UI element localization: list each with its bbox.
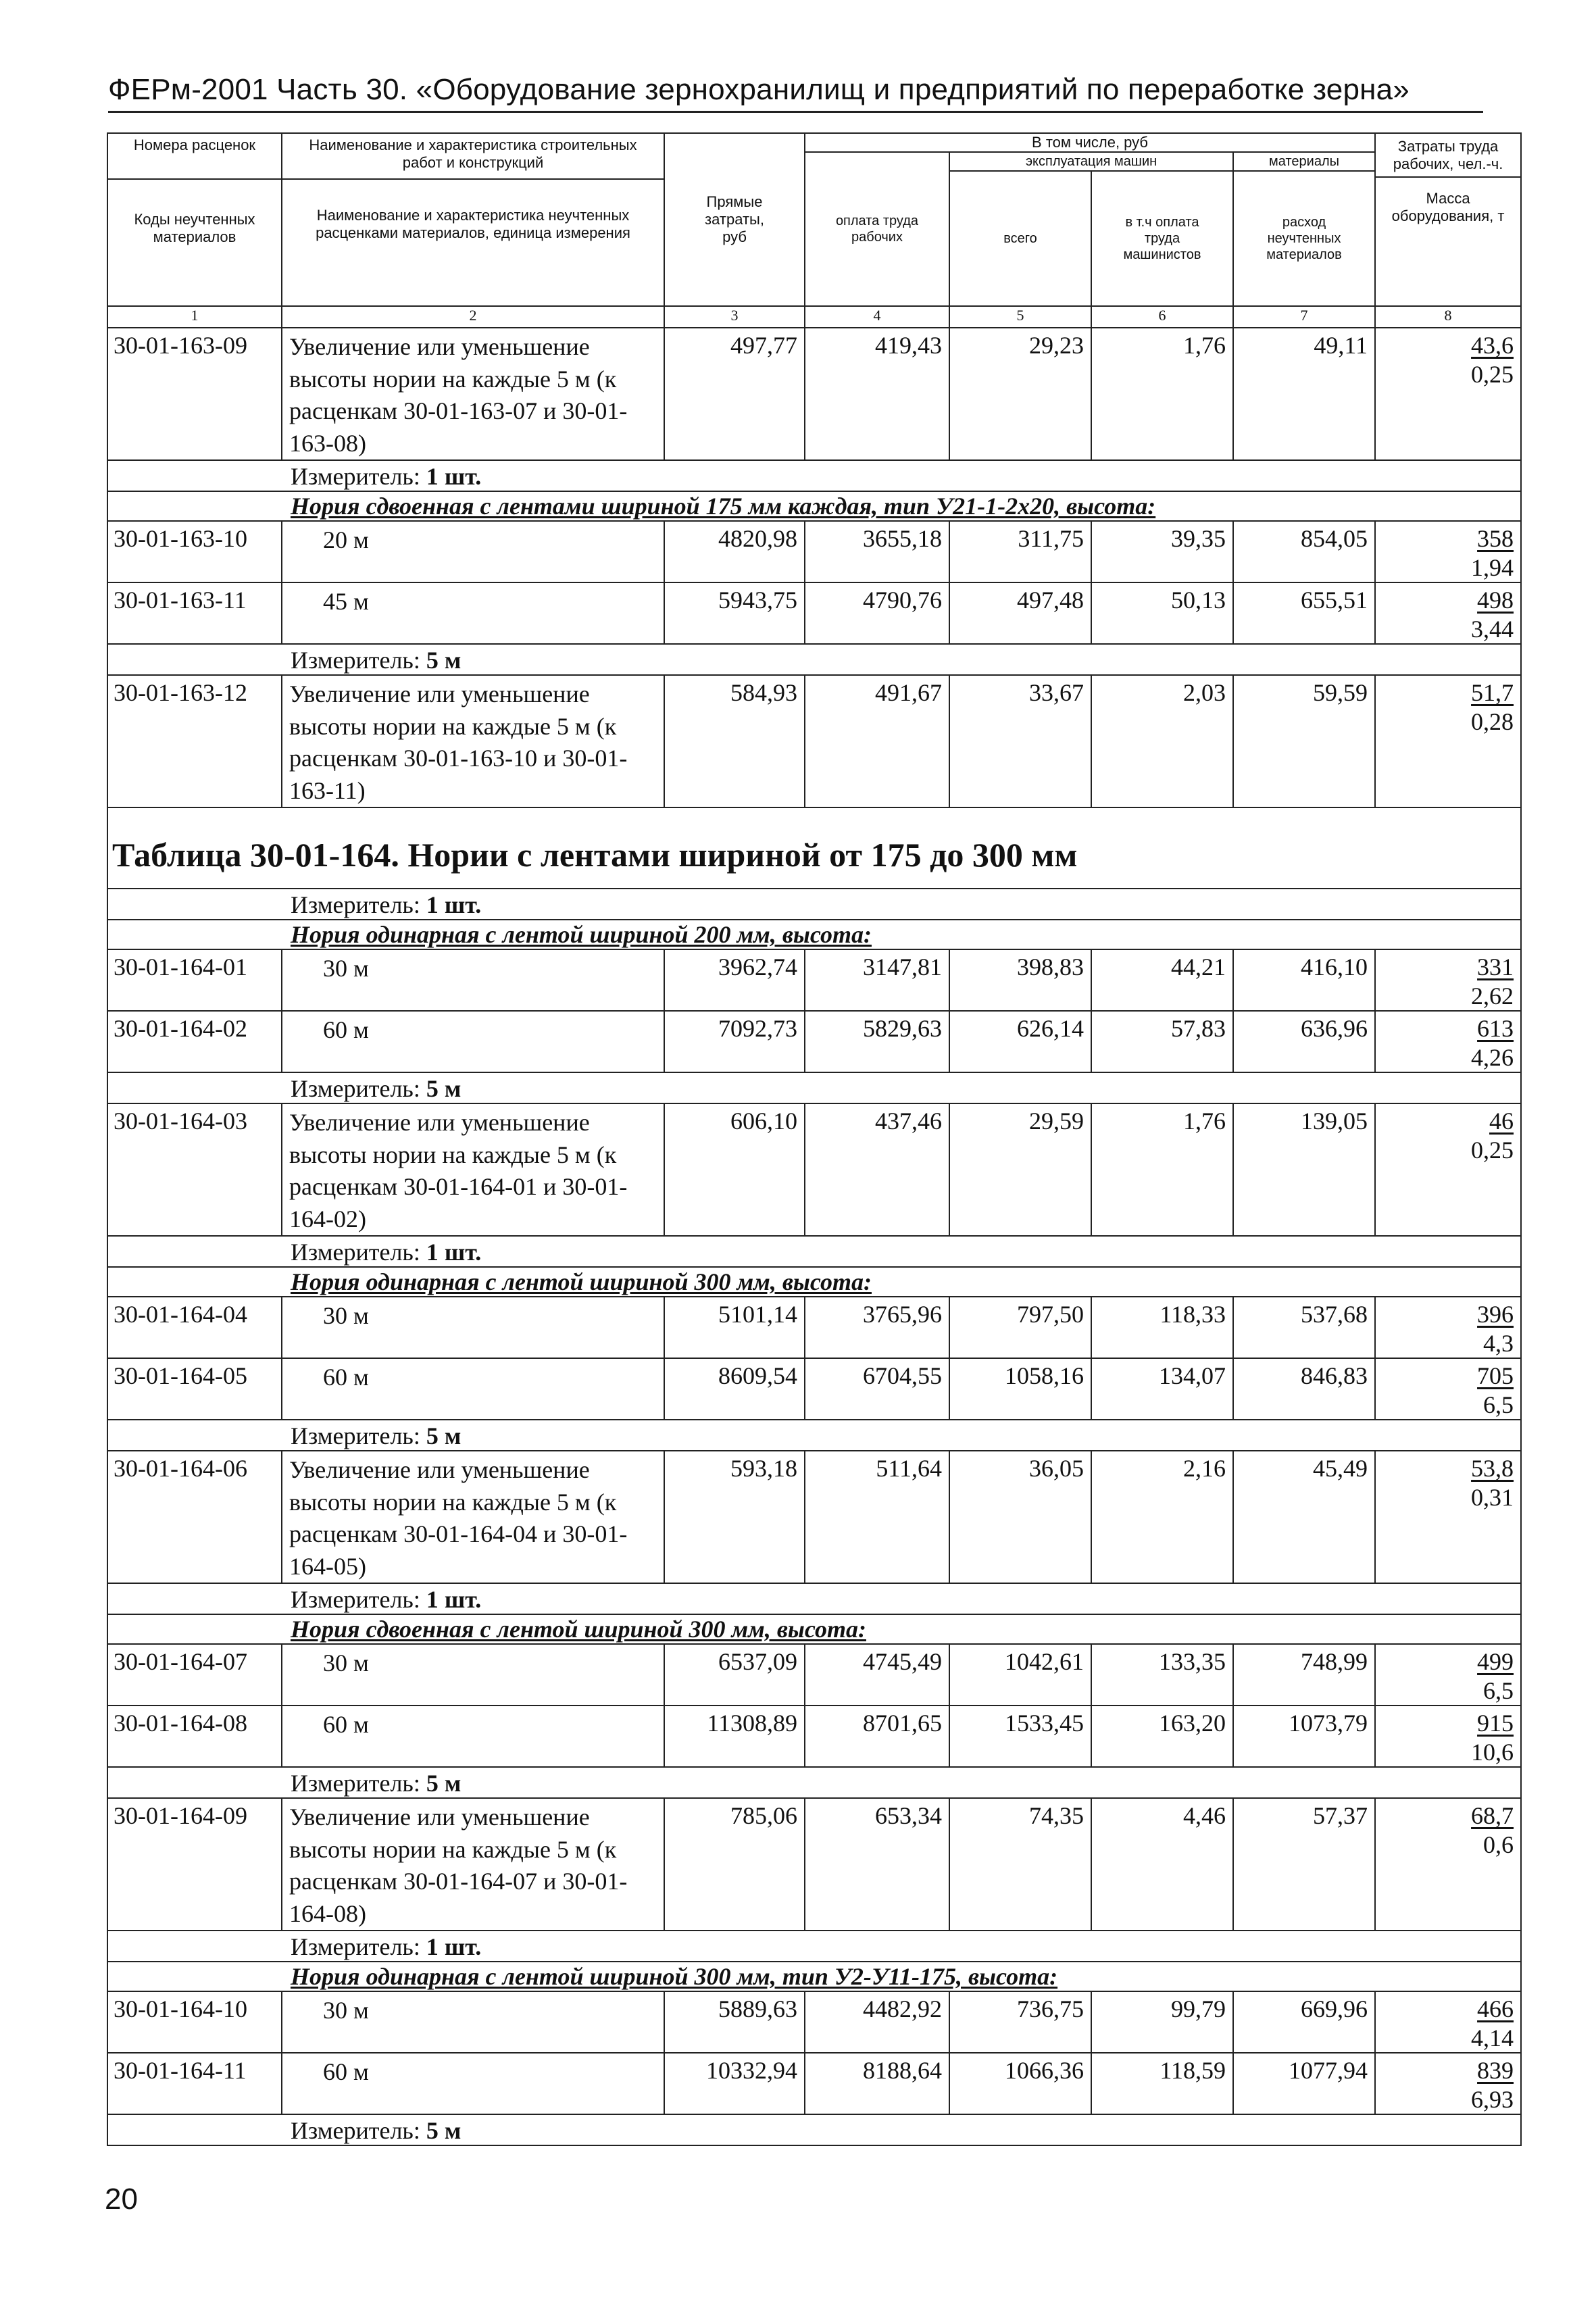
machine-labor-pay: 118,33 xyxy=(1091,1297,1233,1358)
col8-header-top: Затраты труда рабочих, чел.-ч. xyxy=(1376,134,1520,178)
group-row xyxy=(107,1614,1521,1644)
rate-code: 30-01-164-10 xyxy=(107,1991,282,2053)
labor-mass xyxy=(1375,1798,1521,1931)
labor-value: 466 xyxy=(1477,1995,1514,2023)
rate-code: 30-01-164-06 xyxy=(107,1451,282,1583)
rate-name: Увеличение или уменьшение высоты нории на каждые 5 м (к расценкам 30-01-164-07 и 30-01-164-08) xyxy=(282,1798,664,1931)
table-row xyxy=(107,1644,1521,1706)
labor-pay: 4745,49 xyxy=(805,1644,949,1706)
machines-header: эксплуатация машин xyxy=(949,152,1233,171)
page-number: 20 xyxy=(105,2183,138,2216)
table-row xyxy=(107,1451,1521,1583)
group-row xyxy=(107,920,1521,949)
direct-cost: 785,06 xyxy=(664,1798,805,1931)
direct-cost: 606,10 xyxy=(664,1103,805,1236)
table-row xyxy=(107,2053,1521,2114)
labor-pay: 437,46 xyxy=(805,1103,949,1236)
group-heading: Нория одинарная с лентой шириной 300 мм, высота: xyxy=(291,1268,872,1296)
machine-labor-pay: 118,59 xyxy=(1091,2053,1233,2114)
mass-value: 3,44 xyxy=(1471,615,1514,643)
col-num-3: 3 xyxy=(664,306,805,328)
materials-cost: 1073,79 xyxy=(1233,1706,1375,1767)
measure-row xyxy=(107,1931,1521,1962)
materials-cost: 846,83 xyxy=(1233,1358,1375,1420)
measure-row xyxy=(107,1583,1521,1614)
col-num-1: 1 xyxy=(107,306,282,328)
col2-header-top: Наименование и характеристика строительных работ и конструкций xyxy=(282,134,664,180)
direct-cost: 11308,89 xyxy=(664,1706,805,1767)
col-num-6: 6 xyxy=(1091,306,1233,328)
labor-value: 68,7 xyxy=(1471,1802,1514,1830)
table-row xyxy=(107,521,1521,582)
rate-code: 30-01-164-08 xyxy=(107,1706,282,1767)
group-heading: Нория сдвоенная с лентой шириной 300 мм, высота: xyxy=(291,1616,866,1643)
labor-value: 53,8 xyxy=(1471,1455,1514,1483)
labor-value: 915 xyxy=(1477,1710,1514,1737)
machine-total: 497,48 xyxy=(949,582,1091,644)
labor-pay: 8188,64 xyxy=(805,2053,949,2114)
direct-cost: 584,93 xyxy=(664,675,805,807)
rate-name: Увеличение или уменьшение высоты нории на каждые 5 м (к расценкам 30-01-164-01 и 30-01-164-02) xyxy=(282,1103,664,1236)
labor-pay: 8701,65 xyxy=(805,1706,949,1767)
direct-cost: 8609,54 xyxy=(664,1358,805,1420)
col1-header xyxy=(107,133,282,306)
col-num-2: 2 xyxy=(282,306,664,328)
group-heading: Нория одинарная с лентой шириной 300 мм, тип У2-У11-175, высота: xyxy=(291,1963,1058,1991)
measure-label: Измеритель: xyxy=(291,1770,420,1797)
machine-total: 33,67 xyxy=(949,675,1091,807)
rate-name: 45 м xyxy=(282,582,664,644)
rate-code: 30-01-164-02 xyxy=(107,1011,282,1072)
measure-value: 1 шт. xyxy=(426,1239,482,1266)
machine-total: 1066,36 xyxy=(949,2053,1091,2114)
measure-value: 5 м xyxy=(426,1422,462,1450)
labor-mass xyxy=(1375,1991,1521,2053)
incl-header: В том числе, руб xyxy=(805,133,1375,152)
mass-value: 0,28 xyxy=(1471,707,1514,735)
measure-row xyxy=(107,644,1521,675)
col1-header-bottom: Коды неучтенных материалов xyxy=(134,211,255,246)
rate-code: 30-01-163-10 xyxy=(107,521,282,582)
rate-name: 60 м xyxy=(282,2053,664,2114)
machine-labor-pay: 4,46 xyxy=(1091,1798,1233,1931)
measure-value: 5 м xyxy=(426,1075,462,1103)
table-row xyxy=(107,1991,1521,2053)
machine-total: 36,05 xyxy=(949,1451,1091,1583)
direct-cost: 6537,09 xyxy=(664,1644,805,1706)
table-row xyxy=(107,1706,1521,1767)
col4-header: оплата труда рабочих xyxy=(805,152,949,306)
labor-value: 331 xyxy=(1477,953,1514,981)
mass-value: 10,6 xyxy=(1471,1738,1514,1766)
measure-row xyxy=(107,1072,1521,1103)
group-row xyxy=(107,1267,1521,1297)
labor-value: 705 xyxy=(1477,1362,1514,1390)
direct-cost: 593,18 xyxy=(664,1451,805,1583)
measure-value: 1 шт. xyxy=(426,463,482,491)
machine-labor-pay: 99,79 xyxy=(1091,1991,1233,2053)
labor-mass xyxy=(1375,1358,1521,1420)
page-header: ФЕРм-2001 Часть 30. «Оборудование зернохранилищ и предприятий по переработке зерна» xyxy=(108,73,1410,106)
labor-pay: 3655,18 xyxy=(805,521,949,582)
materials-cost: 59,59 xyxy=(1233,675,1375,807)
mass-value: 6,93 xyxy=(1471,2085,1514,2113)
measure-label: Измеритель: xyxy=(291,1075,420,1103)
labor-value: 613 xyxy=(1477,1015,1514,1043)
materials-cost: 636,96 xyxy=(1233,1011,1375,1072)
table-row xyxy=(107,1358,1521,1420)
machine-labor-pay: 133,35 xyxy=(1091,1644,1233,1706)
direct-cost: 3962,74 xyxy=(664,949,805,1011)
materials-header: материалы xyxy=(1233,152,1375,171)
labor-mass xyxy=(1375,328,1521,460)
table-row xyxy=(107,675,1521,807)
materials-cost: 748,99 xyxy=(1233,1644,1375,1706)
machine-total: 29,23 xyxy=(949,328,1091,460)
rate-code: 30-01-163-12 xyxy=(107,675,282,807)
col-num-8: 8 xyxy=(1375,306,1521,328)
rate-name: 60 м xyxy=(282,1011,664,1072)
direct-cost: 5101,14 xyxy=(664,1297,805,1358)
machine-labor-pay: 39,35 xyxy=(1091,521,1233,582)
col3-header: Прямые затраты, руб xyxy=(664,133,805,306)
table-row xyxy=(107,328,1521,460)
direct-cost: 497,77 xyxy=(664,328,805,460)
rate-name: Увеличение или уменьшение высоты нории на каждые 5 м (к расценкам 30-01-163-10 и 30-01-163-11) xyxy=(282,675,664,807)
rate-code: 30-01-164-03 xyxy=(107,1103,282,1236)
section-title: Таблица 30-01-164. Нории с лентами шириной от 175 до 300 мм xyxy=(112,836,1078,874)
mass-value: 4,26 xyxy=(1471,1043,1514,1071)
rate-code: 30-01-163-09 xyxy=(107,328,282,460)
labor-value: 43,6 xyxy=(1471,332,1514,359)
measure-row xyxy=(107,460,1521,491)
machine-labor-pay: 134,07 xyxy=(1091,1358,1233,1420)
labor-pay: 511,64 xyxy=(805,1451,949,1583)
measure-label: Измеритель: xyxy=(291,891,420,919)
group-heading: Нория одинарная с лентой шириной 200 мм, высота: xyxy=(291,921,872,949)
machine-total: 797,50 xyxy=(949,1297,1091,1358)
rate-name: 60 м xyxy=(282,1706,664,1767)
machine-total: 29,59 xyxy=(949,1103,1091,1236)
measure-label: Измеритель: xyxy=(291,463,420,491)
labor-value: 498 xyxy=(1477,587,1514,614)
rate-name: 30 м xyxy=(282,1297,664,1358)
measure-label: Измеритель: xyxy=(291,1933,420,1961)
labor-pay: 3765,96 xyxy=(805,1297,949,1358)
col7-header: расход неучтенных материалов xyxy=(1233,171,1375,306)
col2-header-bottom: Наименование и характеристика неучтенных расценками материалов, единица измерения xyxy=(316,207,630,242)
machine-total: 1042,61 xyxy=(949,1644,1091,1706)
rate-name: 30 м xyxy=(282,1644,664,1706)
mass-value: 4,3 xyxy=(1483,1329,1514,1357)
materials-cost: 669,96 xyxy=(1233,1991,1375,2053)
measure-row xyxy=(107,1236,1521,1267)
measure-value: 1 шт. xyxy=(426,1933,482,1961)
rates-table xyxy=(107,132,1522,2146)
rate-code: 30-01-163-11 xyxy=(107,582,282,644)
machine-labor-pay: 50,13 xyxy=(1091,582,1233,644)
labor-pay: 419,43 xyxy=(805,328,949,460)
mass-value: 6,5 xyxy=(1483,1391,1514,1418)
rate-name: 60 м xyxy=(282,1358,664,1420)
table-row xyxy=(107,949,1521,1011)
table-row xyxy=(107,1297,1521,1358)
col8-header xyxy=(1375,133,1521,306)
mass-value: 0,31 xyxy=(1471,1483,1514,1511)
labor-mass xyxy=(1375,2053,1521,2114)
machine-labor-pay: 57,83 xyxy=(1091,1011,1233,1072)
rate-name: Увеличение или уменьшение высоты нории на каждые 5 м (к расценкам 30-01-164-04 и 30-01-164-05) xyxy=(282,1451,664,1583)
labor-value: 46 xyxy=(1489,1107,1514,1135)
labor-pay: 653,34 xyxy=(805,1798,949,1931)
machine-labor-pay: 2,03 xyxy=(1091,675,1233,807)
labor-mass xyxy=(1375,949,1521,1011)
labor-value: 499 xyxy=(1477,1648,1514,1676)
measure-label: Измеритель: xyxy=(291,1239,420,1266)
materials-cost: 57,37 xyxy=(1233,1798,1375,1931)
labor-value: 839 xyxy=(1477,2057,1514,2085)
machine-labor-pay: 1,76 xyxy=(1091,328,1233,460)
rate-name: 20 м xyxy=(282,521,664,582)
measure-value: 1 шт. xyxy=(426,1586,482,1614)
materials-cost: 139,05 xyxy=(1233,1103,1375,1236)
group-row xyxy=(107,491,1521,521)
table-row xyxy=(107,582,1521,644)
group-row xyxy=(107,1962,1521,1991)
labor-pay: 3147,81 xyxy=(805,949,949,1011)
machine-total: 74,35 xyxy=(949,1798,1091,1931)
header-rule xyxy=(108,111,1483,113)
measure-label: Измеритель: xyxy=(291,1586,420,1614)
labor-value: 358 xyxy=(1477,525,1514,553)
labor-pay: 4790,76 xyxy=(805,582,949,644)
rate-code: 30-01-164-09 xyxy=(107,1798,282,1931)
measure-value: 5 м xyxy=(426,1770,462,1797)
labor-mass xyxy=(1375,1644,1521,1706)
machine-labor-pay: 163,20 xyxy=(1091,1706,1233,1767)
col2-header xyxy=(282,133,664,306)
mass-value: 0,6 xyxy=(1483,1831,1514,1858)
materials-cost: 1077,94 xyxy=(1233,2053,1375,2114)
direct-cost: 5943,75 xyxy=(664,582,805,644)
labor-pay: 491,67 xyxy=(805,675,949,807)
rate-code: 30-01-164-11 xyxy=(107,2053,282,2114)
rate-name: 30 м xyxy=(282,1991,664,2053)
measure-value: 5 м xyxy=(426,647,462,674)
col-num-4: 4 xyxy=(805,306,949,328)
direct-cost: 4820,98 xyxy=(664,521,805,582)
direct-cost: 10332,94 xyxy=(664,2053,805,2114)
machine-total: 398,83 xyxy=(949,949,1091,1011)
rate-code: 30-01-164-07 xyxy=(107,1644,282,1706)
materials-cost: 49,11 xyxy=(1233,328,1375,460)
measure-label: Измеритель: xyxy=(291,1422,420,1450)
measure-value: 5 м xyxy=(426,2117,462,2145)
measure-label: Измеритель: xyxy=(291,647,420,674)
direct-cost: 5889,63 xyxy=(664,1991,805,2053)
rate-name: Увеличение или уменьшение высоты нории на каждые 5 м (к расценкам 30-01-163-07 и 30-01-163-08) xyxy=(282,328,664,460)
rate-name: 30 м xyxy=(282,949,664,1011)
mass-value: 0,25 xyxy=(1471,360,1514,388)
table-row xyxy=(107,1103,1521,1236)
col6-header: в т.ч оплата труда машинистов xyxy=(1091,171,1233,306)
col8-header-bottom: Масса оборудования, т xyxy=(1391,189,1505,225)
materials-cost: 537,68 xyxy=(1233,1297,1375,1358)
col1-header-top: Номера расценок xyxy=(108,134,281,180)
rate-code: 30-01-164-01 xyxy=(107,949,282,1011)
measure-row xyxy=(107,1420,1521,1451)
machine-total: 1533,45 xyxy=(949,1706,1091,1767)
labor-pay: 4482,92 xyxy=(805,1991,949,2053)
labor-mass xyxy=(1375,1103,1521,1236)
materials-cost: 854,05 xyxy=(1233,521,1375,582)
machine-labor-pay: 44,21 xyxy=(1091,949,1233,1011)
measure-row xyxy=(107,889,1521,920)
labor-mass xyxy=(1375,1297,1521,1358)
mass-value: 4,14 xyxy=(1471,2024,1514,2051)
labor-mass xyxy=(1375,675,1521,807)
labor-value: 396 xyxy=(1477,1301,1514,1328)
labor-mass xyxy=(1375,1706,1521,1767)
labor-mass xyxy=(1375,1451,1521,1583)
rate-code: 30-01-164-04 xyxy=(107,1297,282,1358)
machine-total: 736,75 xyxy=(949,1991,1091,2053)
machine-labor-pay: 1,76 xyxy=(1091,1103,1233,1236)
machine-total: 311,75 xyxy=(949,521,1091,582)
measure-label: Измеритель: xyxy=(291,2117,420,2145)
group-heading: Нория сдвоенная с лентами шириной 175 мм каждая, тип У21-1-2х20, высота: xyxy=(291,493,1156,520)
labor-value: 51,7 xyxy=(1471,679,1514,707)
materials-cost: 416,10 xyxy=(1233,949,1375,1011)
measure-value: 1 шт. xyxy=(426,891,482,919)
direct-cost: 7092,73 xyxy=(664,1011,805,1072)
mass-value: 1,94 xyxy=(1471,553,1514,581)
col-num-7: 7 xyxy=(1233,306,1375,328)
machine-total: 626,14 xyxy=(949,1011,1091,1072)
col5-header: всего xyxy=(949,171,1091,306)
mass-value: 6,5 xyxy=(1483,1676,1514,1704)
machine-total: 1058,16 xyxy=(949,1358,1091,1420)
labor-mass xyxy=(1375,1011,1521,1072)
measure-row xyxy=(107,2114,1521,2145)
rate-code: 30-01-164-05 xyxy=(107,1358,282,1420)
col-num-5: 5 xyxy=(949,306,1091,328)
table-row xyxy=(107,1798,1521,1931)
materials-cost: 45,49 xyxy=(1233,1451,1375,1583)
labor-mass xyxy=(1375,582,1521,644)
materials-cost: 655,51 xyxy=(1233,582,1375,644)
labor-pay: 5829,63 xyxy=(805,1011,949,1072)
measure-row xyxy=(107,1767,1521,1798)
mass-value: 2,62 xyxy=(1471,982,1514,1010)
machine-labor-pay: 2,16 xyxy=(1091,1451,1233,1583)
table-row xyxy=(107,1011,1521,1072)
labor-mass xyxy=(1375,521,1521,582)
labor-pay: 6704,55 xyxy=(805,1358,949,1420)
section-row xyxy=(107,807,1521,889)
mass-value: 0,25 xyxy=(1471,1136,1514,1164)
